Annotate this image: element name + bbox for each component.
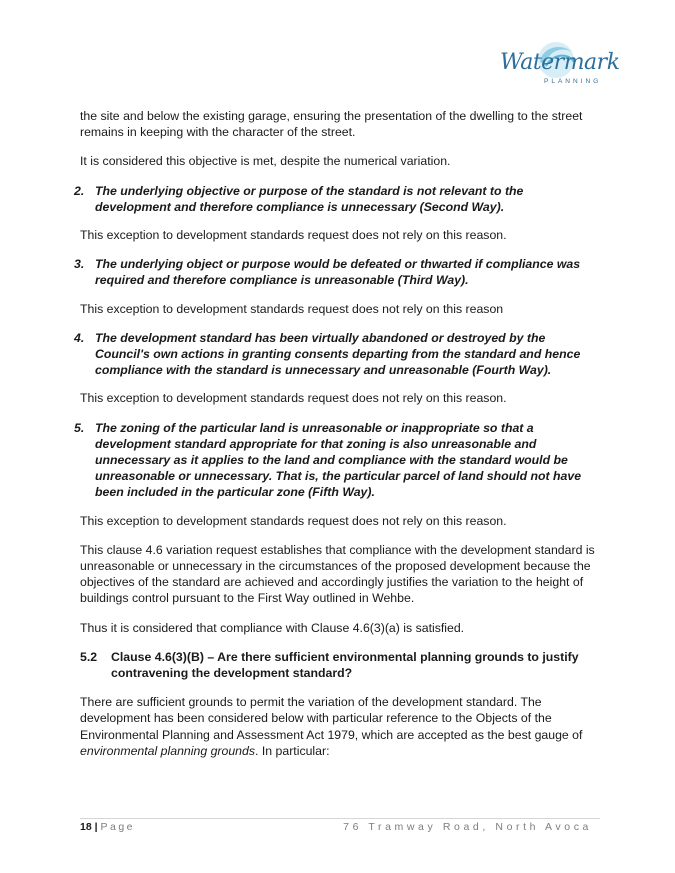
list-item-response: This exception to development standards request does not rely on this reason. (80, 228, 507, 243)
page-label: Page (100, 821, 136, 833)
footer-separator: | (94, 821, 98, 833)
footer-address: 76 Tramway Road, North Avoca (343, 821, 592, 833)
grounds-emphasis: environmental planning grounds (80, 743, 256, 758)
logo-wordmark: Watermark (500, 50, 620, 75)
list-item-text: The zoning of the particular land is unreasonable or inappropriate so that a development standard appropriate for that zoning is also unreasonable and unnecessary as it applies to the land and compliance with the standard would be unreasonable or unnecessary. That is, the particular parcel of land should not have been included in the particular zone (Fifth Way). (95, 420, 582, 500)
footer-page-info (80, 821, 135, 833)
list-item-number: 2. (74, 183, 85, 198)
objective-met-paragraph: It is considered this objective is met, despite the numerical variation. (80, 154, 451, 169)
list-item (74, 256, 600, 288)
section-number: 5.2 (80, 649, 98, 664)
page-number: 18 (80, 821, 92, 833)
list-item-text: The underlying object or purpose would be defeated or thwarted if compliance was required and therefore compliance is unreasonable (Third Way). (95, 257, 581, 288)
grounds-paragraph (80, 694, 600, 759)
list-item (74, 183, 600, 215)
list-item-text: The development standard has been virtually abandoned or destroyed by the Council's own actions in granting consents departing from the standard and hence compliance with the standard is unnecessary and unreasonable (Fourth Way). (95, 330, 581, 378)
satisfied-paragraph: Thus it is considered that compliance with Clause 4.6(3)(a) is satisfied. (80, 620, 465, 635)
logo-subtitle: PLANNING (544, 78, 602, 85)
grounds-text-b: . In particular: (255, 743, 330, 758)
page-body (74, 108, 600, 772)
list-item-response: This exception to development standards request does not rely on this reason. (80, 513, 507, 528)
section-title: Clause 4.6(3)(B) – Are there sufficient environmental planning grounds to justify contravening the development standard? (111, 649, 579, 681)
grounds-text-a: There are sufficient grounds to permit the variation of the development standard. The development has been considered below with particular reference to the Objects of the Environmental Planning and Assessment Act 1979, which are accepted as the best gauge of (80, 695, 583, 742)
intro-paragraph: the site and below the existing garage, ensuring the presentation of the dwelling to the street remains in keeping with the character of the street. (80, 109, 583, 140)
list-item (74, 420, 600, 501)
list-item-number: 5. (74, 420, 85, 435)
footer-divider (80, 818, 600, 819)
summary-paragraph: This clause 4.6 variation request establishes that compliance with the development standard is unreasonable or unnecessary in the circumstances of the proposed development because the objectives of the standard are achieved and accordingly justifies the variation to the height of buildings control pursuant to the First Way outlined in Wehbe. (80, 542, 595, 606)
list-item-response: This exception to development standards request does not rely on this reason (80, 301, 504, 316)
company-logo (496, 38, 620, 90)
list-item (74, 330, 600, 379)
list-item-number: 3. (74, 257, 85, 272)
list-item-text: The underlying objective or purpose of the standard is not relevant to the development and therefore compliance is unnecessary (Second Way). (95, 183, 524, 214)
list-item-number: 4. (74, 330, 85, 345)
section-heading (80, 649, 600, 681)
list-item-response: This exception to development standards request does not rely on this reason. (80, 391, 507, 406)
